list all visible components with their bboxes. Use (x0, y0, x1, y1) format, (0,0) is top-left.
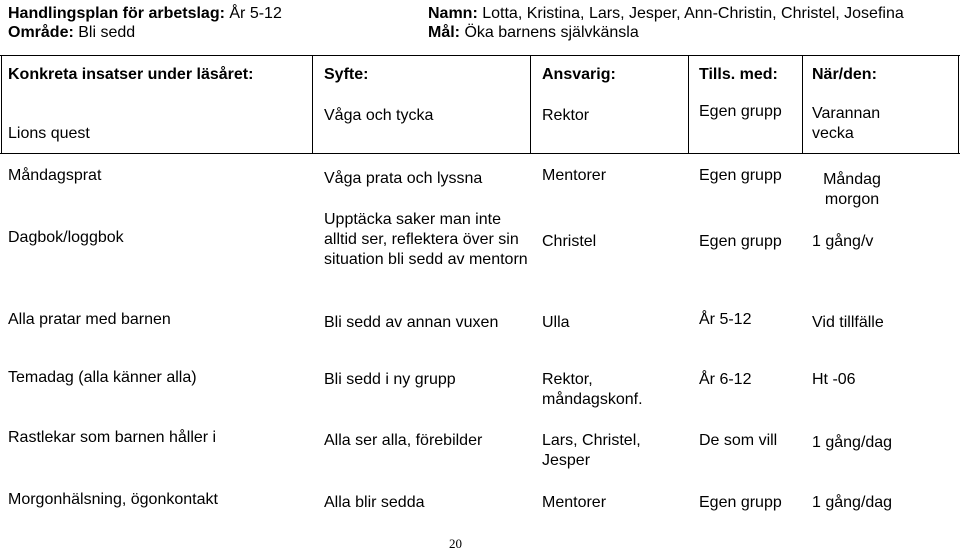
goal-label: Mål: (428, 24, 460, 41)
table-row-tills-med: År 5-12 (699, 311, 752, 328)
table-row-insats: Alla pratar med barnen (8, 311, 171, 328)
first-row-insats: Lions quest (8, 125, 90, 142)
area (8, 23, 135, 43)
table-row-tills-med: De som vill (699, 432, 778, 449)
first-row-nar-den: Varannan vecka (812, 105, 881, 142)
table-row-nar-den: Ht -06 (812, 371, 856, 388)
table-row-nar-den: 1 gång/v (812, 233, 874, 250)
table-left-rule (1, 55, 2, 153)
page-number: 20 (449, 536, 462, 551)
plan-title-label: Handlingsplan för arbetslag: (8, 5, 225, 22)
header-ansvarig: Ansvarig: (542, 66, 616, 83)
table-row-syfte: Våga prata och lyssna (324, 170, 483, 187)
table-row-insats: Morgonhälsning, ögonkontakt (8, 491, 218, 508)
header-tills-med: Tills. med: (699, 66, 778, 83)
names-label: Namn: (428, 5, 478, 22)
table-row-syfte: Bli sedd av annan vuxen (324, 314, 499, 331)
col-divider-4 (802, 55, 803, 153)
table-row-ansvarig: Christel (542, 233, 597, 250)
table-row-nar-den: Måndag morgon (823, 171, 881, 208)
table-row-syfte: Alla blir sedda (324, 494, 425, 511)
plan-title-value: År 5-12 (224, 5, 282, 22)
header-insatser: Konkreta insatser under läsåret: (8, 66, 254, 83)
first-row-tills-med: Egen grupp (699, 103, 782, 120)
table-row-ansvarig: Mentorer (542, 494, 607, 511)
table-row-tills-med: År 6-12 (699, 371, 752, 388)
table-top-rule (0, 55, 960, 56)
names (428, 4, 904, 24)
table-row-insats: Dagbok/loggbok (8, 229, 124, 246)
header-syfte: Syfte: (324, 66, 369, 83)
table-row-ansvarig: Lars, Christel, Jesper (542, 432, 641, 469)
names-value: Lotta, Kristina, Lars, Jesper, Ann-Christin, Christel, Josefina (477, 5, 904, 22)
plan-title (8, 4, 282, 24)
table-row-syfte: Bli sedd i ny grupp (324, 371, 456, 388)
first-row-syfte: Våga och tycka (324, 107, 434, 124)
table-row-nar-den: 1 gång/dag (812, 434, 893, 451)
table-row-ansvarig: Mentorer (542, 167, 607, 184)
table-row-nar-den: Vid tillfälle (812, 314, 884, 331)
table-row-nar-den: 1 gång/dag (812, 494, 893, 511)
goal (428, 23, 639, 43)
table-row-syfte: Alla ser alla, förebilder (324, 432, 483, 449)
table-right-rule (958, 55, 959, 153)
table-row-tills-med: Egen grupp (699, 167, 782, 184)
area-label: Område: (8, 24, 74, 41)
goal-value: Öka barnens självkänsla (460, 24, 639, 41)
table-row-insats: Temadag (alla känner alla) (8, 369, 197, 386)
table-header-rule (0, 153, 960, 154)
table-row-insats: Rastlekar som barnen håller i (8, 429, 217, 446)
table-row-tills-med: Egen grupp (699, 233, 782, 250)
col-divider-1 (312, 55, 313, 153)
header-nar-den: När/den: (812, 66, 877, 83)
table-row-insats: Måndagsprat (8, 167, 102, 184)
table-row-ansvarig: Ulla (542, 314, 570, 331)
first-row-ansvarig: Rektor (542, 107, 590, 124)
table-row-tills-med: Egen grupp (699, 494, 782, 511)
table-row-syfte: Upptäcka saker man inte alltid ser, reflektera över sin situation bli sedd av mentorn (324, 211, 528, 268)
col-divider-3 (688, 55, 689, 153)
table-row-ansvarig: Rektor, måndagskonf. (542, 371, 643, 408)
col-divider-2 (530, 55, 531, 153)
area-value: Bli sedd (73, 24, 136, 41)
